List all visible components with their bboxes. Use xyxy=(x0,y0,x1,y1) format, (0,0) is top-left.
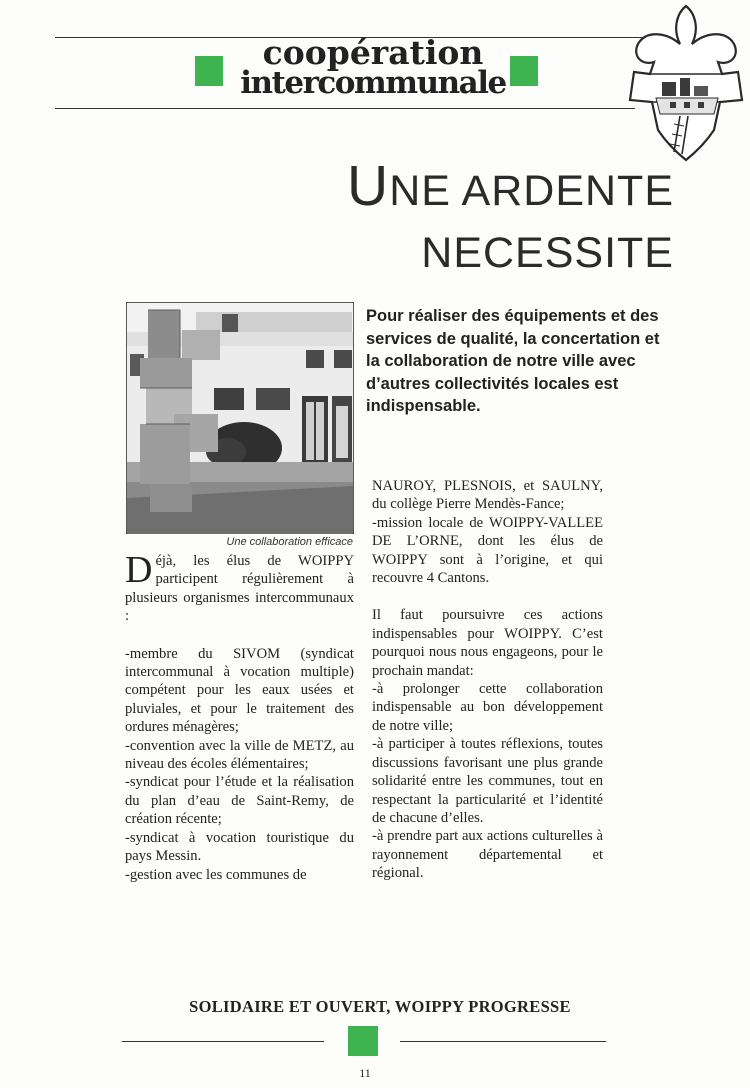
lead-paragraph: Pour réaliser des équipements et des services de qualité, la concertation et la collaboration de notre ville avec d’autres collectivités locales est indispensable. xyxy=(366,307,660,415)
list-item: -syndicat pour l’étude et la réalisation du plan d’eau de Saint-Remy, de création récente; xyxy=(125,774,354,828)
rubric-line-1: coopération xyxy=(262,33,484,72)
page-title-line-2: NECESSITE xyxy=(421,229,674,277)
list-item: -membre du SIVOM (syndicat intercommunal à vocation multiple) compétent pour les eaux usées et pluviales, et pour le traitement des ordures ménagères; xyxy=(125,645,354,736)
list-item: -à prolonger cette collaboration indispensable au bon développement de notre ville; xyxy=(372,681,603,734)
intro-text: éjà, les élus de WOIPPY participent régulièrement à plusieurs organismes intercommunaux : xyxy=(125,553,354,625)
page-title-line-1: UNE ARDENTE xyxy=(347,154,674,218)
list-item: -gestion avec les communes de xyxy=(125,866,307,883)
footer-rule-right xyxy=(400,1041,606,1042)
fleur-de-lis-crest-icon xyxy=(618,2,750,164)
building-with-sculpture-photo xyxy=(126,302,354,534)
commitment-intro: Il faut poursuivre ces actions indispensables pour WOIPPY. C’est pourquoi nous nous engageons, pour le prochain mandat: xyxy=(372,607,603,679)
list-item: -à participer à toutes réflexions, toutes discussions favorisant une plus grande solidarité entre les communes, tout en respectant la particularité et l’identité de chacune d’elles. xyxy=(372,736,603,826)
intro-paragraph xyxy=(125,549,354,626)
footer-rule-left xyxy=(122,1041,324,1042)
left-column xyxy=(125,549,354,884)
list-item: -à prendre part aux actions culturelles à rayonnement départemental et régional. xyxy=(372,828,603,882)
header-green-square-left xyxy=(195,56,223,86)
footer-green-square xyxy=(348,1026,378,1056)
right-column xyxy=(372,477,603,883)
dropcap: D xyxy=(125,549,153,591)
list-item: -syndicat à vocation touristique du pays Messin. xyxy=(125,829,354,865)
rubric-line-2: intercommunale xyxy=(240,65,506,101)
photo-caption: Une collaboration efficace xyxy=(226,536,353,548)
mission-paragraph: -mission locale de WOIPPY-VALLEE DE L’ORNE, dont les élus de WOIPPY sont à l’origine, et qui recouvre 4 Cantons. xyxy=(372,514,603,587)
footer-slogan: SOLIDAIRE ET OUVERT, WOIPPY PROGRESSE xyxy=(189,997,571,1016)
page-number: 11 xyxy=(359,1066,371,1080)
list-item: -convention avec la ville de METZ, au niveau des écoles élémentaires; xyxy=(125,737,354,773)
header-rule-bottom xyxy=(55,108,635,109)
continuation-paragraph: NAUROY, PLESNOIS, et SAULNY, du collège Pierre Mendès-Fance; xyxy=(372,478,603,513)
